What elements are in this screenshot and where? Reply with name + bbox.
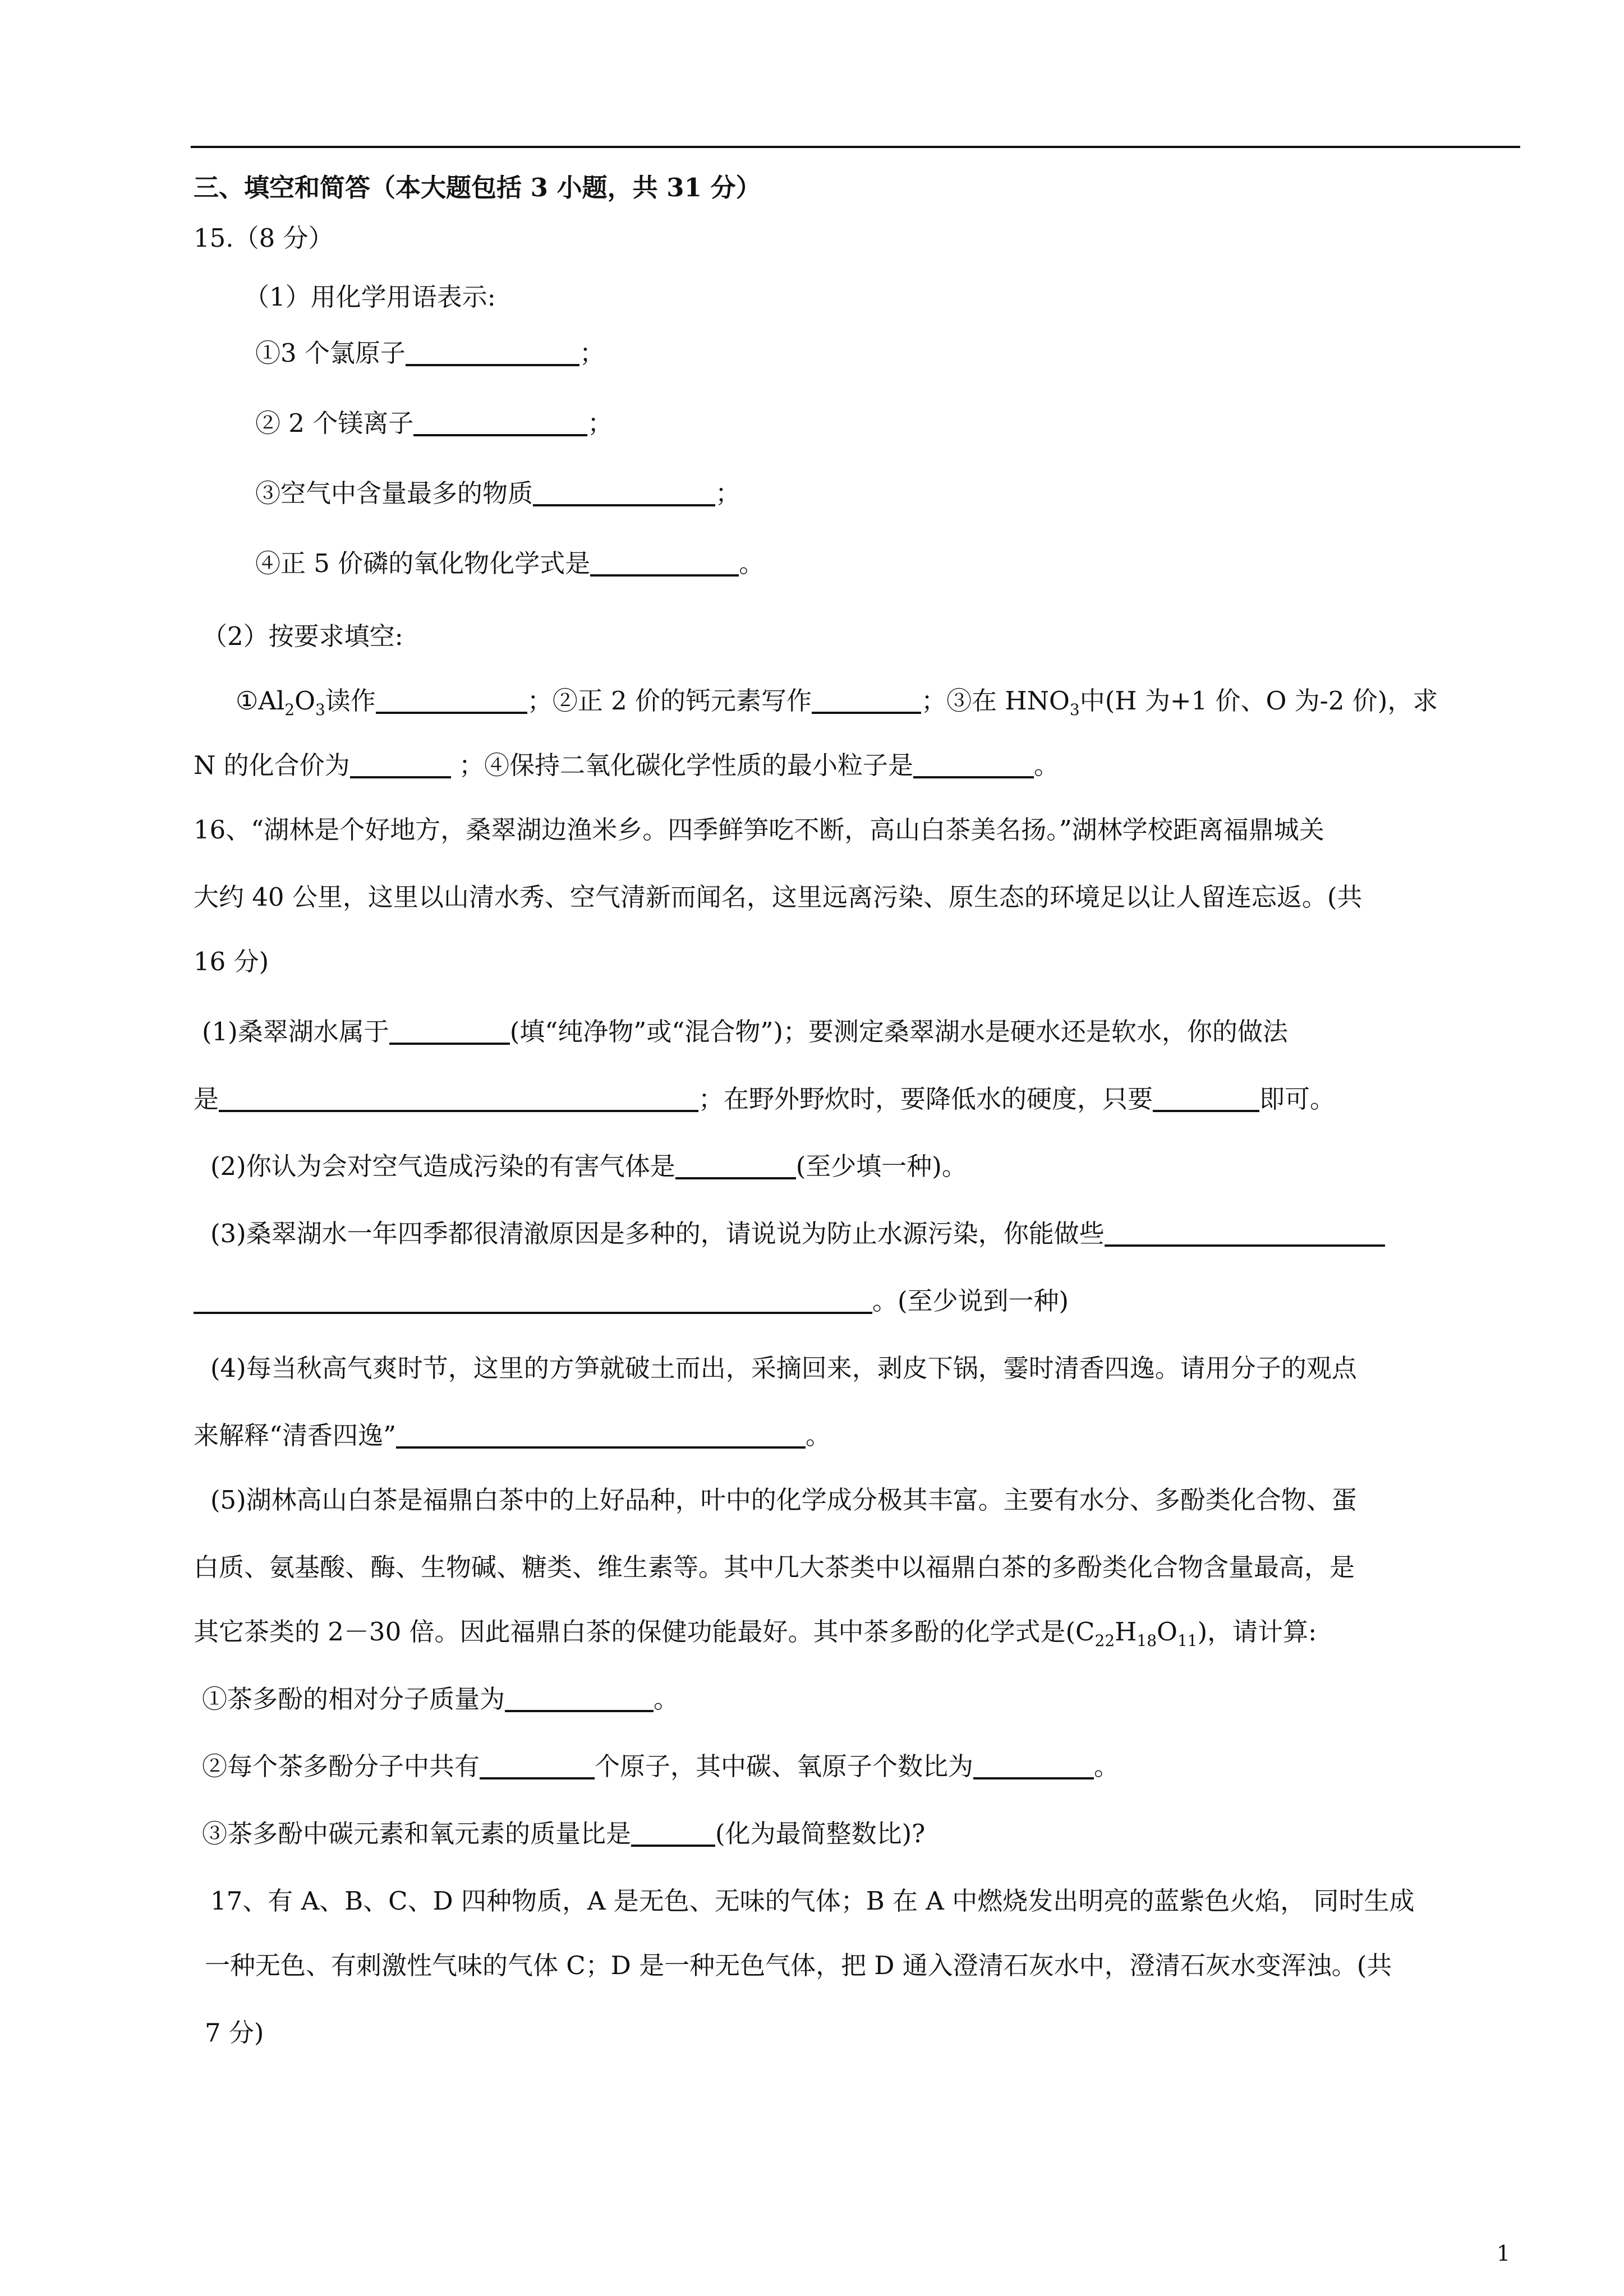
- q16-text: (至少填一种)。: [795, 1151, 967, 1181]
- blank-molecule-explanation[interactable]: [396, 1421, 806, 1449]
- punct: ；: [587, 408, 613, 438]
- q15-part2-text: ；④保持二氧化碳化学性质的最小粒子是: [459, 750, 914, 780]
- q16-part3-line1: [210, 1217, 1385, 1251]
- formula-text: ①Al: [236, 686, 285, 716]
- blank-magnesium-ions[interactable]: [413, 408, 587, 436]
- blank-phosphorus-oxide[interactable]: [590, 548, 739, 577]
- q15-heading: 15.（8 分）: [194, 223, 334, 253]
- q16-text: ②每个茶多酚分子中共有: [202, 1751, 480, 1781]
- q16-text: ；在野外野炊时，要降低水的硬度，只要: [698, 1084, 1153, 1114]
- blank-harmful-gas[interactable]: [675, 1151, 796, 1179]
- q15-part2-line2: [194, 749, 1059, 782]
- q15-item-b: [255, 407, 613, 440]
- q16-text: 来解释“清香四逸”: [194, 1421, 397, 1450]
- q15-item-a-text: ①3 个氯原子: [255, 338, 406, 368]
- q16-calc-2: [202, 1750, 1119, 1783]
- header-rule: [191, 146, 1520, 148]
- blank-air-substance[interactable]: [533, 478, 715, 506]
- blank-molecular-mass[interactable]: [505, 1684, 654, 1712]
- q15-item-d: [255, 547, 764, 580]
- q16-text-line1: 16、“湖林是个好地方，桑翠湖边渔米乡。四季鲜笋吃不断，高山白茶美名扬。”湖林学校距离福鼎城关: [194, 815, 1324, 845]
- blank-water-protection[interactable]: [1105, 1219, 1385, 1247]
- punct: 。: [739, 548, 765, 578]
- q15-part2-line1: [236, 684, 1438, 718]
- subscript: 3: [315, 700, 325, 719]
- blank-water-type[interactable]: [389, 1017, 510, 1045]
- subscript: 2: [284, 700, 295, 719]
- q16-text: 。(至少说到一种): [872, 1286, 1069, 1316]
- q16-text: (2)你认为会对空气造成污染的有害气体是: [210, 1151, 675, 1181]
- q16-text: (3)桑翠湖水一年四季都很清澈原因是多种的，请说说为防止水源污染，你能做些: [210, 1219, 1105, 1248]
- q16-text-line3: 16 分): [194, 947, 269, 976]
- subscript: 11: [1177, 1631, 1198, 1650]
- formula-text: H: [1115, 1617, 1137, 1647]
- blank-chlorine-atoms[interactable]: [406, 338, 579, 366]
- q16-part5-line1: (5)湖林高山白茶是福鼎白茶中的上好品种，叶中的化学成分极其丰富。主要有水分、多酚类化合物、蛋: [210, 1485, 1357, 1515]
- blank-al2o3-name[interactable]: [376, 686, 527, 714]
- q15-part2-text: 读作: [325, 686, 376, 716]
- punct: 。: [1034, 750, 1060, 780]
- q17-text-line2: 一种无色、有刺激性气味的气体 C；D 是一种无色气体，把 D 通入澄清石灰水中，澄清石灰水变浑浊。(共: [205, 1951, 1392, 1980]
- q16-text: )，请计算:: [1197, 1617, 1317, 1647]
- q16-text: 是: [194, 1084, 219, 1114]
- q15-item-b-text: ② 2 个镁离子: [255, 408, 414, 438]
- q17-text-line3: 7 分): [205, 2018, 264, 2048]
- q16-part4-line1: (4)每当秋高气爽时节，这里的方笋就破土而出，采摘回来，剥皮下锅，霎时清香四逸。请用分子的观点: [210, 1353, 1357, 1383]
- q15-part2-text: ；②正 2 价的钙元素写作: [527, 686, 812, 716]
- q16-text: (填“纯净物”或“混合物”)；要测定桑翠湖水是硬水还是软水，你的做法: [509, 1017, 1288, 1046]
- q16-text: 个原子，其中碳、氧原子个数比为: [595, 1751, 974, 1781]
- blank-calcium-notation[interactable]: [812, 686, 921, 714]
- q15-part2-text: 中(H 为+1 价、O 为-2 价)，求: [1079, 686, 1438, 716]
- q15-item-a: [255, 336, 605, 370]
- blank-water-protection-cont[interactable]: [194, 1286, 872, 1314]
- q16-text-line2: 大约 40 公里，这里以山清水秀、空气清新而闻名，这里远离污染、原生态的环境足以让人留连忘返。(共: [194, 882, 1363, 912]
- q15-item-c-text: ③空气中含量最多的物质: [255, 478, 533, 508]
- section-title: 三、填空和简答（本大题包括 3 小题，共 31 分）: [194, 173, 761, 202]
- q16-text: (1)桑翠湖水属于: [202, 1017, 389, 1046]
- q16-part2: [210, 1150, 967, 1183]
- q16-part5-line3: [194, 1615, 1317, 1649]
- subscript: 22: [1094, 1631, 1115, 1650]
- q16-part4-line2: [194, 1419, 831, 1453]
- punct: 。: [806, 1421, 831, 1450]
- blank-hardness-test[interactable]: [219, 1084, 698, 1112]
- punct: 。: [654, 1684, 679, 1714]
- blank-nitrogen-valence[interactable]: [350, 750, 451, 778]
- blank-co2-particle[interactable]: [913, 750, 1034, 778]
- q15-part2-text: ；③在 HNO: [921, 686, 1070, 716]
- q16-part3-line2: [194, 1284, 1069, 1318]
- q17-text-line1: 17、有 A、B、C、D 四种物质，A 是无色、无味的气体；B 在 A 中燃烧发出明亮的蓝紫色火焰， 同时生成: [210, 1886, 1415, 1916]
- formula-text: O: [295, 686, 315, 716]
- page-number: 1: [1497, 2241, 1511, 2266]
- q16-text: ①茶多酚的相对分子质量为: [202, 1684, 505, 1714]
- blank-mass-ratio[interactable]: [631, 1819, 715, 1847]
- formula-text: O: [1157, 1617, 1177, 1647]
- q16-calc-1: [202, 1682, 679, 1716]
- q15-part2-text: N 的化合价为: [194, 750, 350, 780]
- blank-atom-count[interactable]: [480, 1751, 595, 1779]
- q16-part1-line1: [202, 1015, 1288, 1049]
- q15-part2-intro: （2）按要求填空:: [202, 621, 403, 651]
- punct: ；: [715, 478, 741, 508]
- q15-part1-intro: （1）用化学用语表示:: [244, 282, 496, 312]
- q16-part5-line2: 白质、氨基酸、酶、生物碱、糖类、维生素等。其中几大茶类中以福鼎白茶的多酚类化合物含量最高，是: [194, 1552, 1355, 1582]
- q16-text: 其它茶类的 2－30 倍。因此福鼎白茶的保健功能最好。其中茶多酚的化学式是(C: [194, 1617, 1095, 1647]
- q16-part1-line2: [194, 1082, 1335, 1116]
- q16-text: ③茶多酚中碳元素和氧元素的质量比是: [202, 1819, 632, 1848]
- blank-reduce-hardness[interactable]: [1153, 1084, 1259, 1112]
- punct: 。: [1094, 1751, 1120, 1781]
- q15-item-d-text: ④正 5 价磷的氧化物化学式是: [255, 548, 591, 578]
- blank-atom-ratio[interactable]: [973, 1751, 1094, 1779]
- punct: ；: [579, 338, 605, 368]
- q16-calc-3: [202, 1817, 925, 1851]
- q15-item-c: [255, 477, 740, 510]
- subscript: 3: [1069, 700, 1080, 719]
- q16-text: 即可。: [1259, 1084, 1336, 1114]
- q16-text: (化为最简整数比)?: [715, 1819, 926, 1848]
- subscript: 18: [1137, 1631, 1157, 1650]
